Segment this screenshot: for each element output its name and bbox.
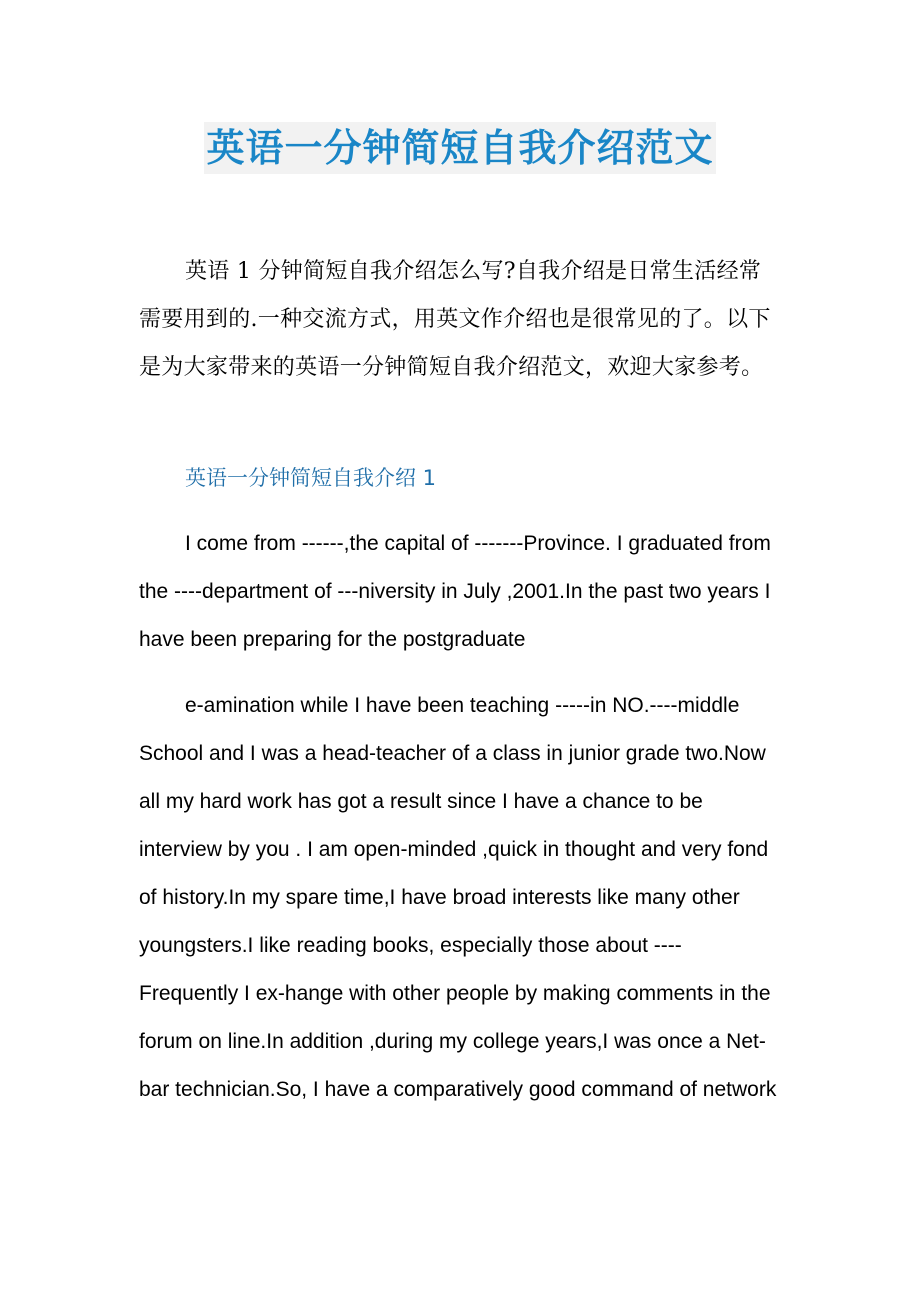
section-heading: 英语一分钟简短自我介绍 1 xyxy=(185,466,437,490)
intro-paragraph: 英语 1 分钟简短自我介绍怎么写?自我介绍是日常生活经常需要用到的.一种交流方式，用英文作介绍也是很常见的了。以下是为大家带来的英语一分钟简短自我介绍范文，欢迎大家参考。 xyxy=(139,259,771,380)
title-container xyxy=(0,122,920,174)
document-title: 英语一分钟简短自我介绍范文 xyxy=(204,122,715,174)
body-paragraph-2: e-amination while I have been teaching -----in NO.----middle School and I was a head-teacher of a class in junior grade two.Now all my hard work has got a result since I have a chance to be interview by you . I am open-minded ,quick in thought and very fond of history.In my spare time,I have broad interests like many other youngsters.I like reading books, especially those about ----Frequently I ex-hange with other people by making comments in the forum on line.In addition ,during my college years,I was once a Net-bar technician.So, I have a comparatively good command of network xyxy=(139,694,777,1101)
body-paragraph-1: I come from ------,the capital of -------Province. I graduated from the ----department of ---niversity in July ,2001.In the past two years I have been preparing for the postgraduate xyxy=(139,532,771,651)
